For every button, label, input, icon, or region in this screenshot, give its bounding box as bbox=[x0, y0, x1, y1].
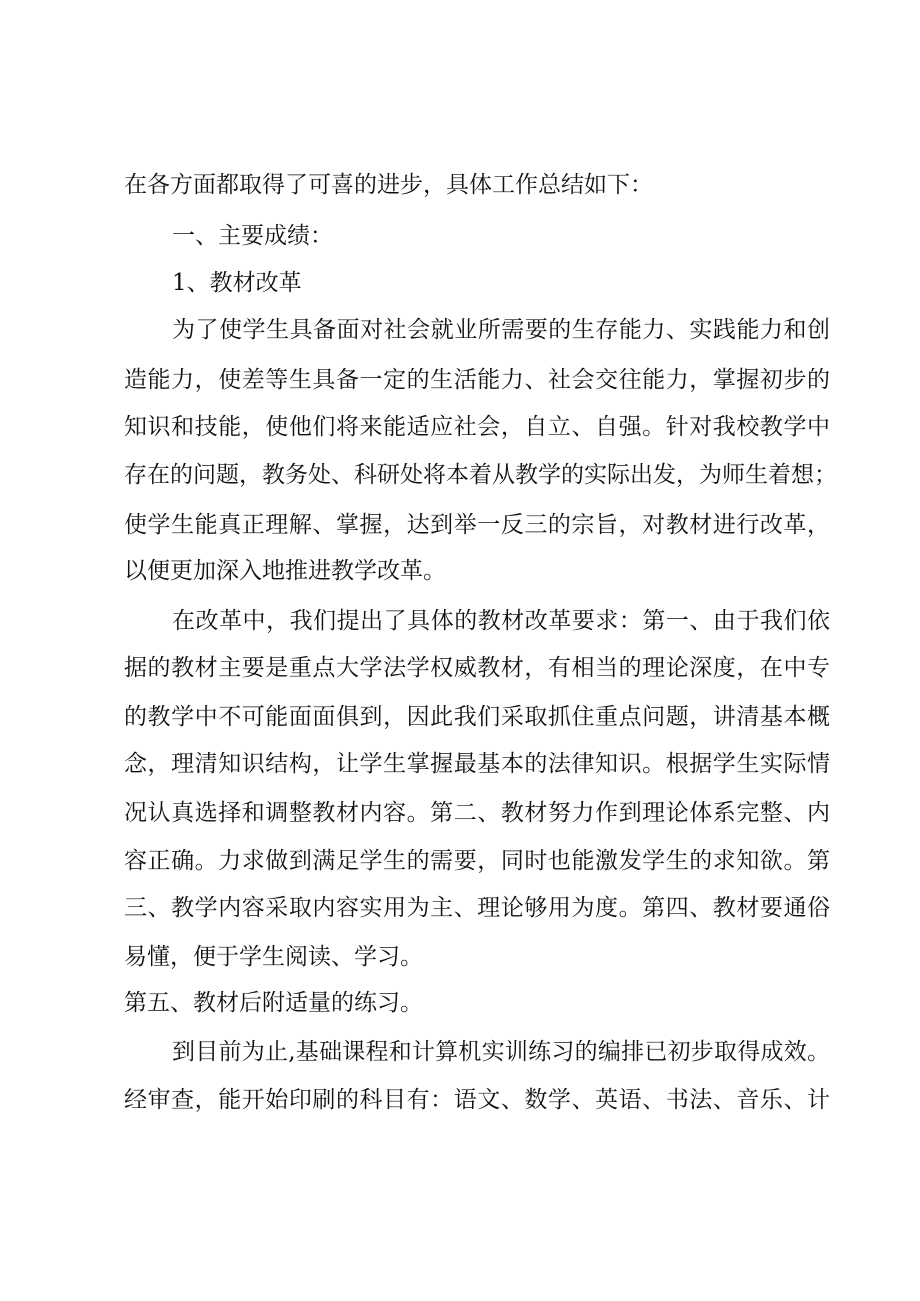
text-line-intro: 在各方面都取得了可喜的进步，具体工作总结如下： bbox=[124, 172, 653, 198]
paragraph-line: 经审查，能开始印刷的科目有：语文、数学、英语、书法、音乐、计 bbox=[124, 1087, 830, 1113]
paragraph-line: 据的教材主要是重点大学法学权威教材，有相当的理论深度，在中专 bbox=[124, 655, 830, 681]
section-heading-main-achievements: 一、主要成绩： bbox=[172, 223, 333, 249]
paragraph-line: 念，理清知识结构，让学生掌握最基本的法律知识。根据学生实际情 bbox=[124, 751, 830, 777]
paragraph-line: 使学生能真正理解、掌握，达到举一反三的宗旨，对教材进行改革， bbox=[124, 512, 830, 538]
paragraph-line: 容正确。力求做到满足学生的需要，同时也能激发学生的求知欲。第 bbox=[124, 848, 830, 874]
paragraph-line: 况认真选择和调整教材内容。第二、教材努力作到理论体系完整、内 bbox=[124, 800, 830, 826]
paragraph-line: 易懂，便于学生阅读、学习。 bbox=[124, 944, 423, 970]
paragraph-line: 三、教学内容采取内容实用为主、理论够用为度。第四、教材要通俗 bbox=[124, 895, 830, 921]
paragraph-line: 造能力，使差等生具备一定的生活能力、社会交往能力，掌握初步的 bbox=[124, 367, 830, 393]
paragraph-line: 以便更加深入地推进教学改革。 bbox=[124, 558, 446, 584]
paragraph-line: 第五、教材后附适量的练习。 bbox=[124, 990, 423, 1016]
paragraph-line: 在改革中，我们提出了具体的教材改革要求：第一、由于我们依 bbox=[172, 608, 830, 634]
paragraph-line: 的教学中不可能面面俱到，因此我们采取抓住重点问题，讲清基本概 bbox=[124, 704, 830, 730]
subsection-heading-textbook-reform: 1、教材改革 bbox=[172, 270, 302, 296]
paragraph-line: 到目前为止,基础课程和计算机实训练习的编排已初步取得成效。 bbox=[172, 1039, 830, 1065]
paragraph-line: 知识和技能，使他们将来能适应社会，自立、自强。针对我校教学中 bbox=[124, 414, 830, 440]
paragraph-line: 存在的问题，教务处、科研处将本着从教学的实际出发，为师生着想； bbox=[124, 462, 837, 488]
paragraph-line: 为了使学生具备面对社会就业所需要的生存能力、实践能力和创 bbox=[172, 317, 830, 343]
